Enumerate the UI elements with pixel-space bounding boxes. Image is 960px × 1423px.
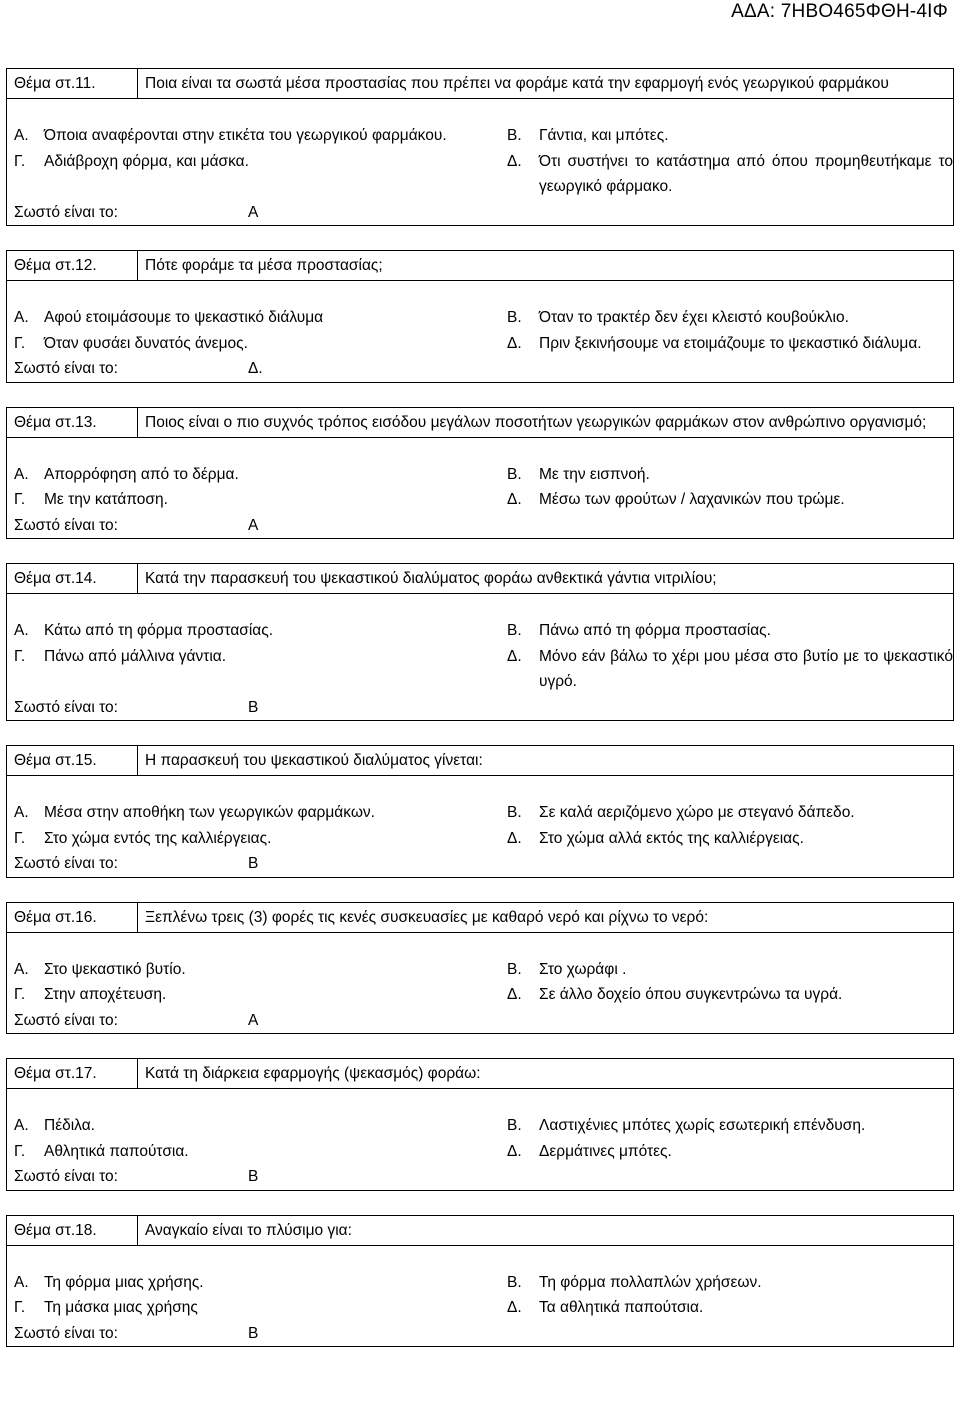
option-letter: Δ. <box>507 1299 522 1316</box>
answer-grid <box>6 1113 954 1191</box>
question-block <box>0 563 960 745</box>
question-text: Ξεπλένω τρεις (3) φορές τις κενές συσκευασίες με καθαρό νερό και ρίχνω το νερό: <box>138 902 954 932</box>
correct-answer: Α <box>248 1011 259 1029</box>
option-a <box>7 462 507 488</box>
option-letter: Γ. <box>14 829 26 847</box>
block-gap <box>0 1347 960 1371</box>
option-text: Σε καλά αεριζόμενο χώρο με στεγανό δάπεδο. <box>539 804 855 821</box>
question-block <box>0 902 960 1059</box>
option-text: Λαστιχένιες μπότες χωρίς εσωτερική επένδυση. <box>539 1117 866 1134</box>
option-a <box>7 305 507 331</box>
question-block <box>0 68 960 250</box>
option-text: Με την κατάποση. <box>44 491 168 508</box>
option-c <box>7 149 507 200</box>
answer-row <box>7 800 953 826</box>
block-gap <box>0 226 960 250</box>
correct-label: Σωστό είναι το: <box>14 1011 118 1029</box>
question-text: Ποιος είναι ο πιο συχνός τρόπος εισόδου μεγάλων ποσοτήτων γεωργικών φαρμάκων στον ανθρώπινο οργανισμό; <box>138 407 954 437</box>
correct-answer: Β <box>248 1324 259 1342</box>
correct-answer-row <box>7 851 953 877</box>
option-text: Πέδιλα. <box>44 1117 95 1134</box>
question-text: Η παρασκευή του ψεκαστικού διαλύματος γίνεται: <box>138 746 954 776</box>
option-text: Πάνω από μάλλινα γάντια. <box>44 647 227 665</box>
correct-label: Σωστό είναι το: <box>14 1324 118 1342</box>
option-d <box>507 644 953 695</box>
question-number: Θέμα στ.16. <box>7 902 138 932</box>
option-b <box>507 1270 953 1296</box>
question-header <box>6 745 954 776</box>
answer-row <box>7 644 953 695</box>
option-c <box>7 1139 507 1165</box>
option-text: Πάνω από τη φόρμα προστασίας. <box>539 622 771 639</box>
question-spacer <box>6 594 954 618</box>
answer-row <box>7 487 953 513</box>
block-gap <box>0 1191 960 1215</box>
option-letter: Γ. <box>14 491 26 508</box>
option-text: Τη φόρμα μιας χρήσης. <box>44 1273 204 1291</box>
option-letter: Β. <box>507 804 522 821</box>
question-header <box>6 1058 954 1089</box>
option-c <box>7 331 507 357</box>
answer-row <box>7 1295 953 1321</box>
correct-label: Σωστό είναι το: <box>14 203 118 221</box>
option-letter: Α. <box>14 465 29 483</box>
question-spacer <box>6 281 954 305</box>
correct-answer: Δ. <box>248 360 263 377</box>
option-a <box>7 957 507 983</box>
option-text: Σε άλλο δοχείο όπου συγκεντρώνω τα υγρά. <box>539 986 843 1003</box>
option-text: Τη μάσκα μιας χρήσης <box>44 1299 198 1316</box>
question-header <box>6 902 954 933</box>
question-text: Πότε φοράμε τα μέσα προστασίας; <box>138 251 954 281</box>
option-letter: Δ. <box>507 491 522 508</box>
correct-answer-row <box>7 1164 953 1190</box>
question-block <box>0 250 960 407</box>
question-spacer <box>6 1246 954 1270</box>
option-text: Απορρόφηση από το δέρμα. <box>44 465 239 483</box>
question-list <box>0 68 960 1371</box>
question-text: Κατά την παρασκευή του ψεκαστικού διαλύματος φοράω ανθεκτικά γάντια νιτριλίου; <box>138 564 954 594</box>
option-d <box>507 149 953 200</box>
answer-row <box>7 462 953 488</box>
option-text: Στην αποχέτευση. <box>44 986 167 1003</box>
option-c <box>7 826 507 852</box>
option-letter: Α. <box>14 127 29 144</box>
correct-answer: Α <box>248 516 259 534</box>
option-text: Αφού ετοιμάσουμε το ψεκαστικό διάλυμα <box>44 309 324 326</box>
answer-grid <box>6 305 954 383</box>
option-letter: Γ. <box>14 647 26 665</box>
answer-grid <box>6 800 954 878</box>
option-d <box>507 1295 953 1321</box>
block-gap <box>0 878 960 902</box>
question-number: Θέμα στ.15. <box>7 746 138 776</box>
question-header <box>6 407 954 438</box>
answer-row <box>7 123 953 149</box>
question-text: Αναγκαίο είναι το πλύσιμο για: <box>138 1215 954 1245</box>
question-number: Θέμα στ.13. <box>7 407 138 437</box>
question-text: Κατά τη διάρκεια εφαρμογής (ψεκασμός) φοράω: <box>138 1059 954 1089</box>
option-text: Δερμάτινες μπότες. <box>539 1142 672 1160</box>
option-text: Στο χώμα αλλά εκτός της καλλιέργειας. <box>539 829 804 847</box>
correct-label: Σωστό είναι το: <box>14 360 118 377</box>
option-text: Μέσα στην αποθήκη των γεωργικών φαρμάκων. <box>44 804 375 821</box>
correct-label: Σωστό είναι το: <box>14 516 118 534</box>
option-letter: Β. <box>507 960 522 978</box>
option-c <box>7 982 507 1008</box>
answer-row <box>7 957 953 983</box>
option-text: Μόνο εάν βάλω το χέρι μου μέσα στο βυτίο με το ψεκαστικό υγρό. <box>539 647 953 690</box>
option-text: Στο χώμα εντός της καλλιέργειας. <box>44 829 272 847</box>
answer-grid <box>6 123 954 226</box>
correct-label: Σωστό είναι το: <box>14 855 118 872</box>
option-text: Αδιάβροχη φόρμα, και μάσκα. <box>44 152 249 170</box>
option-text: Τα αθλητικά παπούτσια. <box>539 1299 704 1316</box>
option-letter: Δ. <box>507 647 522 665</box>
option-letter: Β. <box>507 622 522 639</box>
option-letter: Γ. <box>14 1299 26 1316</box>
option-text: Στο ψεκαστικό βυτίο. <box>44 960 186 978</box>
option-letter: Δ. <box>507 829 522 847</box>
option-letter: Α. <box>14 1117 29 1134</box>
option-d <box>507 331 953 357</box>
correct-answer: Α <box>248 203 259 221</box>
option-d <box>507 982 953 1008</box>
question-spacer <box>6 1089 954 1113</box>
option-letter: Β. <box>507 465 522 483</box>
answer-row <box>7 982 953 1008</box>
option-letter: Α. <box>14 622 29 639</box>
correct-label: Σωστό είναι το: <box>14 698 118 716</box>
option-d <box>507 487 953 513</box>
question-block <box>0 745 960 902</box>
correct-answer-row <box>7 356 953 382</box>
option-b <box>507 1113 953 1139</box>
question-number: Θέμα στ.11. <box>7 69 138 99</box>
correct-answer-row <box>7 513 953 539</box>
question-header <box>6 1215 954 1246</box>
option-letter: Γ. <box>14 1142 26 1160</box>
question-header <box>6 250 954 281</box>
correct-answer: Β <box>248 1168 259 1185</box>
option-letter: Α. <box>14 960 29 978</box>
question-spacer <box>6 776 954 800</box>
option-d <box>507 1139 953 1165</box>
option-letter: Α. <box>14 309 29 326</box>
option-text: Κάτω από τη φόρμα προστασίας. <box>44 622 274 639</box>
answer-row <box>7 331 953 357</box>
option-a <box>7 1113 507 1139</box>
option-letter: Β. <box>507 1117 522 1134</box>
answer-row <box>7 149 953 200</box>
question-header <box>6 68 954 99</box>
option-a <box>7 800 507 826</box>
option-b <box>507 305 953 331</box>
option-letter: Β. <box>507 309 522 326</box>
answer-grid <box>6 1270 954 1348</box>
option-letter: Δ. <box>507 986 522 1003</box>
option-b <box>507 957 953 983</box>
answer-grid <box>6 462 954 540</box>
block-gap <box>0 1034 960 1058</box>
correct-answer-row <box>7 1008 953 1034</box>
correct-answer-row <box>7 1321 953 1347</box>
option-text: Με την εισπνοή. <box>539 465 650 483</box>
answer-row <box>7 826 953 852</box>
question-spacer <box>6 99 954 123</box>
block-gap <box>0 539 960 563</box>
option-c <box>7 487 507 513</box>
question-spacer <box>6 933 954 957</box>
question-number: Θέμα στ.18. <box>7 1215 138 1245</box>
answer-row <box>7 1139 953 1165</box>
question-text: Ποια είναι τα σωστά μέσα προστασίας που πρέπει να φοράμε κατά την εφαρμογή ενός γεωργικού φαρμάκου <box>138 69 954 99</box>
option-text: Αθλητικά παπούτσια. <box>44 1142 189 1160</box>
option-text: Στο χωράφι . <box>539 960 627 978</box>
option-b <box>507 123 953 149</box>
option-text: Τη φόρμα πολλαπλών χρήσεων. <box>539 1273 762 1291</box>
block-gap <box>0 721 960 745</box>
option-c <box>7 644 507 695</box>
answer-row <box>7 1270 953 1296</box>
question-number: Θέμα στ.14. <box>7 564 138 594</box>
correct-answer-row <box>7 695 953 721</box>
question-number: Θέμα στ.12. <box>7 251 138 281</box>
block-gap <box>0 383 960 407</box>
question-block <box>0 1215 960 1372</box>
ada-code: ΑΔΑ: 7ΗΒΟ465ΦΘΗ-4ΙΦ <box>731 1 948 22</box>
option-letter: Γ. <box>14 334 26 352</box>
correct-answer-row <box>7 200 953 226</box>
option-letter: Β. <box>507 1273 522 1291</box>
correct-answer: Β <box>248 855 259 872</box>
option-text: Ότι συστήνει το κατάστημα από όπου προμηθευτήκαμε το γεωργικό φάρμακο. <box>539 152 953 195</box>
option-text: Μέσω των φρούτων / λαχανικών που τρώμε. <box>539 491 845 508</box>
option-text: Όποια αναφέρονται στην ετικέτα του γεωργικού φαρμάκου. <box>44 127 447 144</box>
option-a <box>7 618 507 644</box>
option-text: Όταν το τρακτέρ δεν έχει κλειστό κουβούκλιο. <box>539 309 849 326</box>
option-a <box>7 1270 507 1296</box>
question-spacer <box>6 438 954 462</box>
option-text: Πριν ξεκινήσουμε να ετοιμάζουμε το ψεκαστικό διάλυμα. <box>539 334 922 352</box>
answer-row <box>7 305 953 331</box>
option-text: Όταν φυσάει δυνατός άνεμος. <box>44 334 248 352</box>
option-b <box>507 618 953 644</box>
option-letter: Δ. <box>507 1142 522 1160</box>
question-number: Θέμα στ.17. <box>7 1059 138 1089</box>
option-letter: Δ. <box>507 334 522 352</box>
option-letter: Γ. <box>14 152 26 170</box>
answer-row <box>7 1113 953 1139</box>
question-header <box>6 563 954 594</box>
option-letter: Γ. <box>14 986 26 1003</box>
option-letter: Α. <box>14 804 29 821</box>
option-letter: Δ. <box>507 152 522 170</box>
option-letter: Β. <box>507 127 522 144</box>
option-b <box>507 462 953 488</box>
option-c <box>7 1295 507 1321</box>
question-block <box>0 1058 960 1215</box>
option-a <box>7 123 507 149</box>
correct-answer: Β <box>248 698 259 716</box>
option-text: Γάντια, και μπότες. <box>539 127 669 144</box>
correct-label: Σωστό είναι το: <box>14 1168 118 1185</box>
question-block <box>0 407 960 564</box>
answer-grid <box>6 618 954 721</box>
option-b <box>507 800 953 826</box>
answer-grid <box>6 957 954 1035</box>
option-letter: Α. <box>14 1273 29 1291</box>
answer-row <box>7 618 953 644</box>
option-d <box>507 826 953 852</box>
